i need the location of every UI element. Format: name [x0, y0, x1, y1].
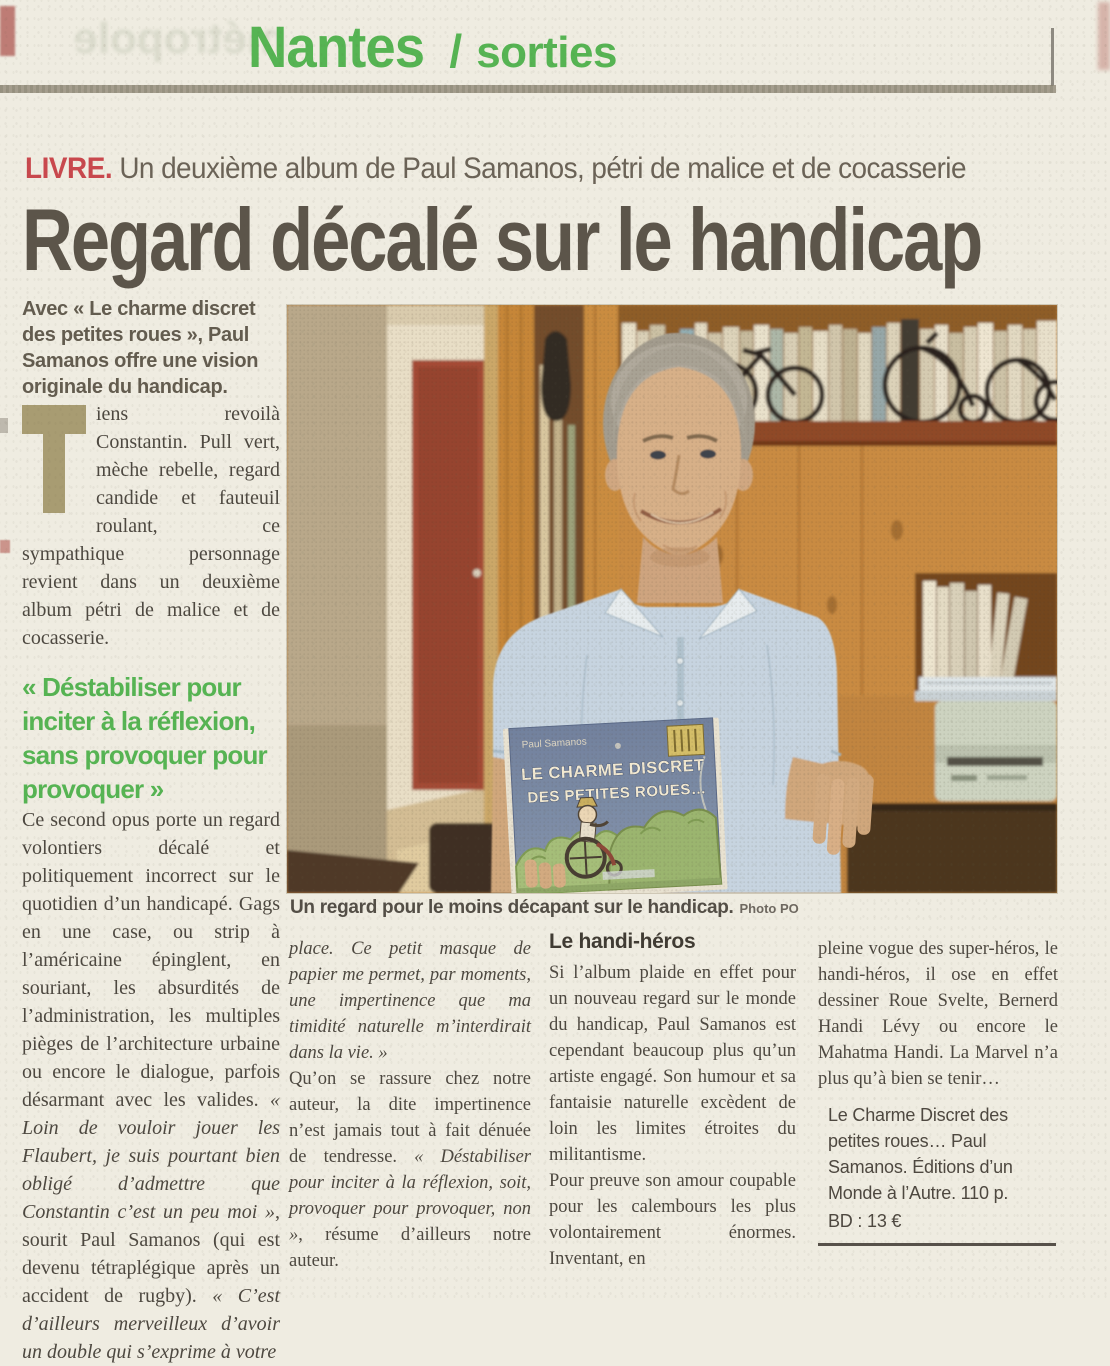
body-paragraph: place. Ce petit masque de papier me permet, par moments, une impertinence que ma timidité naturelle m’interdirait dans la vie. »	[289, 939, 531, 1063]
drop-cap	[22, 405, 86, 513]
headline: Regard décalé sur le handicap	[22, 190, 982, 289]
kicker-label: LIVRE.	[25, 152, 113, 185]
column-1	[22, 296, 280, 1366]
pull-quote: « Déstabiliser pour inciter à la réflexion, sans provoquer pour provoquer »	[22, 672, 267, 804]
bleed-through-text: métropole	[73, 14, 286, 63]
photo-caption-row	[290, 897, 1056, 919]
kicker	[25, 152, 966, 186]
book-price: BD : 13 €	[828, 1211, 902, 1231]
column-2	[289, 936, 531, 1274]
photo-caption: Un regard pour le moins décapant sur le handicap.	[290, 897, 734, 918]
photo-credit: Photo PO	[739, 901, 799, 916]
photo-illustration	[287, 305, 1057, 893]
kicker-text: Un deuxième album de Paul Samanos, pétri de malice et de cocasserie	[112, 152, 966, 185]
article-photo	[287, 305, 1057, 893]
scan-artifact	[1098, 2, 1110, 70]
book-reference-text: Le Charme Discret des petites roues… Paul Samanos. Éditions d’un Monde à l’Autre. 110 p.	[828, 1105, 1013, 1203]
subhead: Le handi-héros	[549, 930, 696, 953]
body-paragraph: pleine vogue des super-héros, le handi-héros, il ose en effet dessiner Roue Svelte, Bernerd Handi Lévy ou encore le Mahatma Handi. La Marvel n’a plus qu’à bien se tenir…	[818, 939, 1058, 1089]
scan-artifact	[0, 6, 15, 56]
section-separator: /	[449, 25, 463, 77]
lede: Avec « Le charme discret des petites roues », Paul Samanos offre une vision originale du handicap.	[22, 298, 259, 398]
column-3	[549, 930, 796, 1272]
body-paragraph: Qu’on se rassure chez notre auteur, la dite impertinence n’est jamais tout à fait dénuée de tendresse. « Déstabiliser pour inciter à la réflexion, soit, provoquer pour provoquer, non », résume d’ailleurs notre auteur.	[289, 1069, 531, 1271]
section-header	[248, 14, 617, 81]
scan-artifact	[0, 418, 8, 433]
body-paragraph: Ce second opus porte un regard volontiers décalé et politiquement incorrect sur le quotidien d’un handicapé. Gags en une case, ou strip à l’américaine épinglent, en souriant, les absurdités de l’administration, les multiples pièges de l’architecture urbaine ou encore le dialogue, parfois désarmant avec les valides. « Loin de vouloir jouer les Flaubert, je suis pourtant bien obligé d’admettre que Constantin c’est un peu moi », sourit Paul Samanos (qui est devenu tétraplégique après un accident de rugby). « C’est d’ailleurs merveilleux d’avoir un double qui s’exprime à votre	[22, 809, 281, 1363]
masthead-rule	[0, 85, 1056, 93]
book-reference	[818, 1102, 1058, 1234]
section-name: sorties	[476, 28, 617, 77]
body-paragraph: Pour preuve son amour coupable pour les calembours les plus volontairement énormes. Inventant, en	[549, 1171, 796, 1269]
section-city: Nantes	[248, 15, 425, 80]
scan-artifact	[0, 540, 10, 553]
scan-artifact	[1051, 28, 1054, 86]
column-4	[818, 936, 1058, 1246]
article-end-rule	[818, 1243, 1056, 1246]
body-paragraph: Si l’album plaide en effet pour un nouveau regard sur le monde du handicap, Paul Samanos est cependant beaucoup plus qu’un artiste engagé. Son humour et sa fantaisie naturelle excèdent de loin les limites étroites du militantisme.	[549, 963, 796, 1165]
body-paragraph: iens revoilà Constantin. Pull vert, mèche rebelle, regard candide et fauteuil roulant, ce sympathique personnage revient dans un deuxième album pétri de malice et de cocasserie.	[22, 403, 280, 649]
